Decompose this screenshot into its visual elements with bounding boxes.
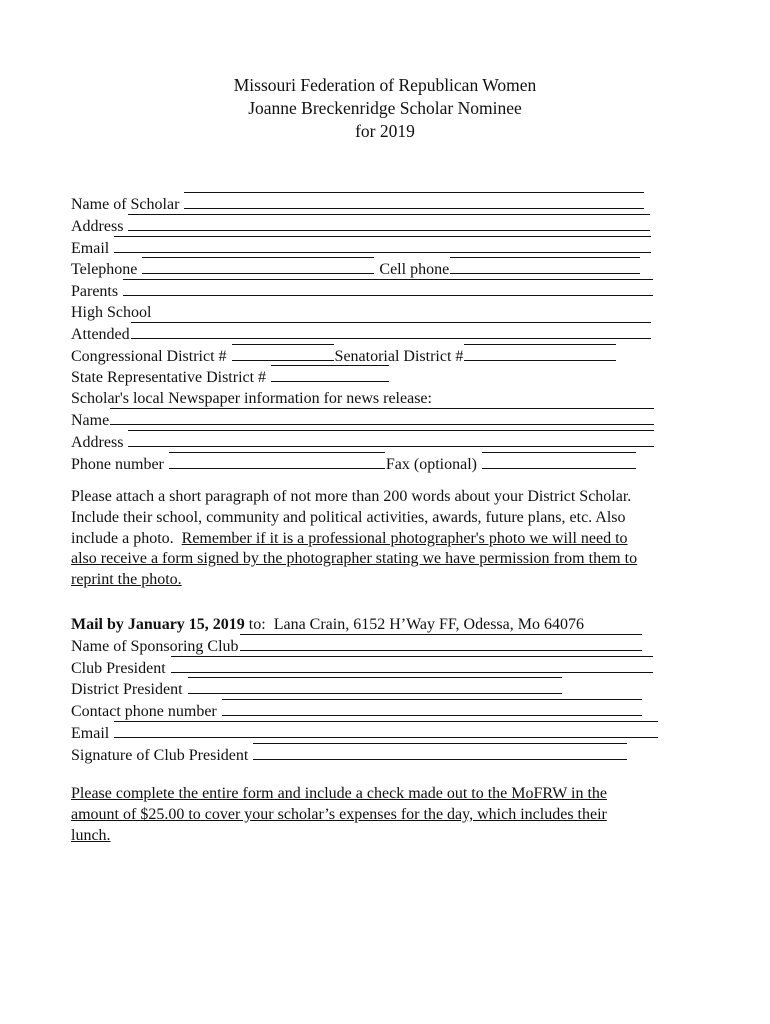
mailing-section (71, 615, 659, 767)
district-president-row (71, 679, 659, 701)
senatorial-district-field[interactable] (464, 346, 616, 361)
attended-row (71, 324, 655, 346)
newspaper-fax-label: Fax (optional) (385, 455, 477, 473)
instructions-line-5: reprint the photo. (71, 571, 182, 589)
mailing-email-label: Email (71, 724, 110, 742)
scholar-parents-label: Parents (71, 283, 119, 301)
newspaper-address-field[interactable] (128, 432, 654, 447)
state-rep-district-label: State Representative District # (71, 369, 267, 387)
signature-label: Signature of Club President (71, 746, 249, 764)
contact-phone-row (71, 701, 659, 723)
closing-line-2: amount of $25.00 to cover your scholar’s expenses for the day, which includes their (71, 805, 607, 823)
newspaper-fax-field[interactable] (482, 454, 636, 469)
mailing-address: to: Lana Crain, 6152 H’Way FF, Odessa, Mo 64076 (244, 616, 584, 633)
sponsoring-club-row (71, 636, 659, 658)
scholar-name-row (71, 194, 655, 216)
newspaper-address-label: Address (71, 433, 124, 451)
form-title (0, 74, 770, 143)
scholar-name-label: Name of Scholar (71, 196, 180, 213)
instructions-line-3 (71, 529, 711, 550)
title-year: for 2019 (355, 121, 415, 141)
high-school-label: High School (71, 303, 152, 321)
scholar-telephone-field[interactable] (142, 259, 374, 274)
scholar-info-section (71, 194, 655, 475)
mailing-email-field[interactable] (114, 723, 658, 738)
scholar-email-row (71, 238, 655, 260)
districts-row (71, 346, 655, 368)
instructions-line-3-underlined: Remember if it is a professional photographer's photo we will need to (181, 529, 628, 547)
club-president-field[interactable] (171, 658, 653, 673)
mailing-email-row (71, 723, 659, 745)
instructions-line-4: also receive a form signed by the photographer stating we have permission from them to (71, 550, 638, 568)
newspaper-name-row (71, 410, 655, 432)
closing-line-3: lunch. (71, 826, 111, 844)
district-president-field[interactable] (188, 679, 562, 694)
title-nominee: Joanne Breckenridge Scholar Nominee (248, 98, 522, 118)
instructions-line-2: Include their school, community and political activities, awards, future plans, etc. Also (71, 508, 626, 526)
scholar-address-row (71, 216, 655, 238)
scholar-name-field[interactable] (184, 194, 644, 209)
mailing-deadline-row (71, 615, 659, 636)
newspaper-address-row (71, 432, 655, 454)
scholar-telephone-row (71, 259, 655, 281)
senatorial-district-label: Senatorial District # (334, 347, 464, 365)
title-organization: Missouri Federation of Republican Women (233, 75, 537, 95)
newspaper-name-field[interactable] (110, 410, 654, 425)
attended-field[interactable] (131, 324, 651, 339)
newspaper-heading-row (71, 389, 655, 410)
attended-label: Attended (71, 325, 130, 343)
scholar-parents-row (71, 281, 655, 303)
scholar-cell-phone-field[interactable] (450, 259, 640, 274)
congressional-district-field[interactable] (232, 346, 334, 361)
scholar-email-label: Email (71, 239, 110, 257)
signature-field[interactable] (253, 745, 627, 760)
newspaper-phone-field[interactable] (169, 454, 385, 469)
closing-line-1: Please complete the entire form and include a check made out to the MoFRW in the (71, 785, 607, 802)
congressional-district-label: Congressional District # (71, 347, 227, 365)
newspaper-phone-row (71, 454, 655, 476)
club-president-label: Club President (71, 659, 166, 677)
sponsoring-club-label: Name of Sponsoring Club (71, 637, 239, 655)
state-rep-district-field[interactable] (271, 367, 389, 382)
contact-phone-field[interactable] (222, 701, 642, 716)
signature-row (71, 745, 659, 767)
scholar-address-label: Address (71, 217, 124, 235)
closing-paragraph (71, 784, 711, 846)
newspaper-heading: Scholar's local Newspaper information for news release: (71, 390, 432, 408)
contact-phone-label: Contact phone number (71, 703, 217, 721)
mailing-deadline: Mail by January 15, 2019 (71, 616, 245, 633)
newspaper-name-label: Name (71, 411, 110, 429)
scholar-telephone-label: Telephone (71, 261, 138, 279)
instructions-line-1: Please attach a short paragraph of not more than 200 words about your District Scholar. (71, 488, 632, 505)
scholar-email-field[interactable] (114, 238, 651, 253)
scholar-address-field[interactable] (128, 216, 650, 231)
state-rep-row (71, 367, 655, 389)
newspaper-phone-label: Phone number (71, 455, 164, 473)
scholar-parents-field[interactable] (123, 281, 653, 296)
instructions-line-3-plain: include a photo. (71, 529, 182, 547)
club-president-row (71, 658, 659, 680)
district-president-label: District President (71, 681, 183, 699)
sponsoring-club-field[interactable] (240, 636, 642, 651)
high-school-row (71, 303, 655, 324)
scholar-cell-phone-label: Cell phone (379, 261, 450, 279)
instructions-paragraph (71, 487, 711, 591)
